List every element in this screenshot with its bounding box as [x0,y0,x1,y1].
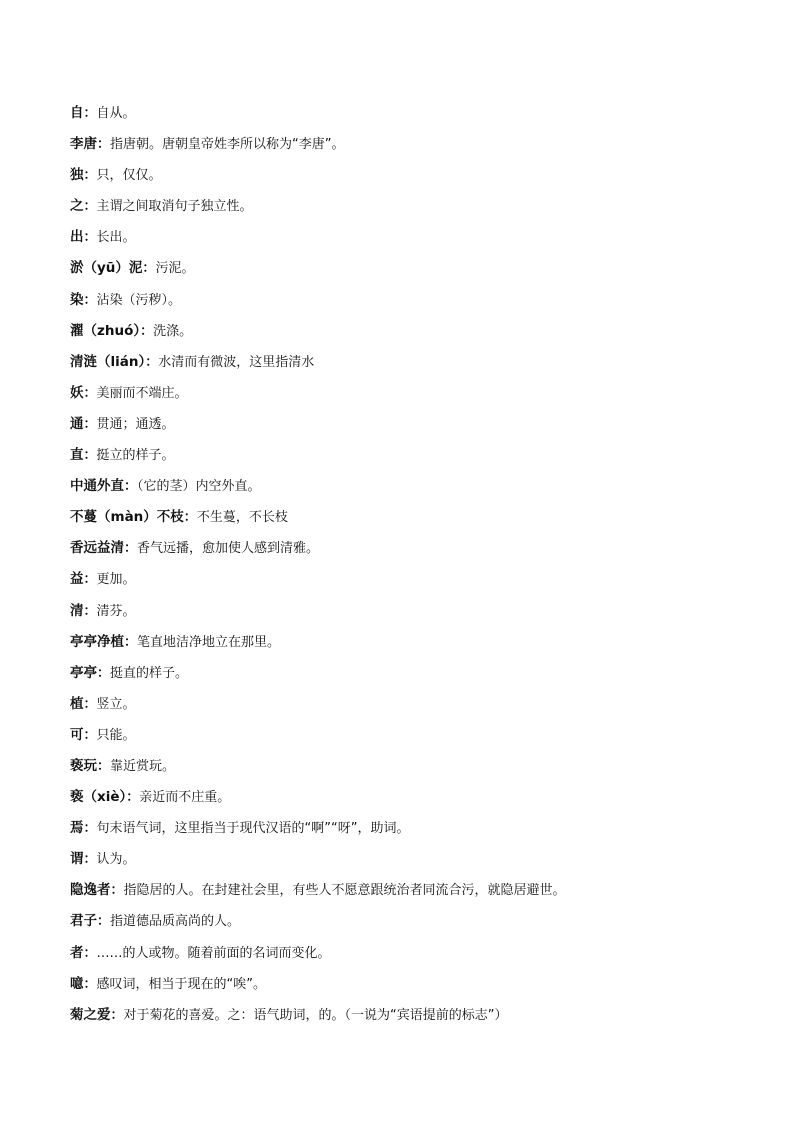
entry-term: 妖 [70,384,84,401]
entry-term: 君子 [70,913,97,930]
entry-term: 隐逸者 [70,882,111,899]
entry-definition: 对于菊花的喜爱。之：语气助词，的。（一说为“宾语提前的标志”） [123,1007,508,1023]
entry-term: 李唐 [70,136,97,153]
entry-separator: ： [83,821,97,837]
glossary-entry [70,505,750,536]
entry-term: 清 [70,602,84,619]
entry-separator: ： [83,292,97,308]
entry-term: 亵（xiè） [70,789,127,806]
glossary-entry [70,536,750,567]
glossary-entry [70,101,750,132]
entry-separator: ： [140,323,154,339]
entry-separator: ： [83,199,97,215]
entry-separator: ： [110,883,124,899]
entry-term: 淤（yū）泥 [70,260,143,277]
glossary-entry [70,163,750,194]
entry-definition: 感叹词，相当于现在的“唉”。 [96,976,266,992]
entry-term: 自 [70,105,84,121]
entry-term: 可 [70,726,84,743]
entry-term: 染 [70,291,84,308]
entry-term: 谓 [70,851,84,868]
entry-separator: ： [83,385,97,401]
entry-separator: ： [83,976,97,992]
entry-term: 独 [70,167,84,184]
entry-definition: 洗涤。 [153,323,193,339]
entry-separator: ： [97,137,111,153]
glossary-entry [70,692,750,723]
entry-definition: 只能。 [96,727,136,743]
entry-definition: 美丽而不端庄。 [96,385,188,401]
entry-separator: ： [83,168,97,184]
entry-definition: 只，仅仅。 [96,168,162,184]
glossary-entry [70,785,750,816]
entry-separator: ： [83,727,97,743]
glossary-entry [70,474,750,505]
entry-term: 清涟（lián） [70,353,146,370]
entry-term: 益 [70,571,84,588]
entry-definition: 沾染（污秽）。 [96,292,182,308]
entry-separator: ： [124,634,138,650]
glossary-entry [70,909,750,940]
entry-term: 噫 [70,975,84,992]
entry-term: 通 [70,415,84,432]
entry-separator: ： [142,261,156,277]
entry-definition: 指隐居的人。在封建社会里，有些人不愿意跟统治者同流合污，就隐居避世。 [123,883,566,899]
entry-definition: 污泥。 [155,261,195,277]
glossary-entry [70,567,750,598]
glossary-entry [70,350,750,381]
entry-separator: ： [110,1007,124,1023]
entry-definition: 不生蔓，不长枝 [196,510,288,526]
glossary-entry [70,319,750,350]
glossary-entry [70,630,750,661]
entry-separator: ： [145,354,159,370]
glossary-entry [70,847,750,878]
glossary-entry [70,972,750,1003]
entry-definition: 自从。 [96,106,136,121]
entry-term: 亵玩 [70,757,97,774]
entry-separator: ： [97,665,111,681]
entry-term: 濯（zhuó） [70,322,141,339]
entry-term: 焉 [70,820,84,837]
glossary-entry [70,412,750,443]
entry-term: 亭亭净植 [70,633,124,650]
glossary-entry [70,754,750,785]
glossary-entry [70,1003,750,1034]
entry-definition: 亲近而不庄重。 [139,790,231,806]
glossary-entry [70,443,750,474]
entry-definition: 竖立。 [96,696,136,712]
entry-definition: 长出。 [96,230,136,246]
entry-definition: ……的人或物。随着前面的名词而变化。 [96,945,331,961]
entry-term: 亭亭 [70,664,97,681]
entry-separator: ： [124,479,138,495]
entry-term: 之 [70,198,84,215]
glossary-entry [70,599,750,630]
entry-separator: ： [124,541,138,557]
entry-separator: ： [83,696,97,712]
entry-term: 植 [70,695,84,712]
glossary-entry [70,132,750,163]
entry-term: 菊之爱 [70,1006,111,1023]
glossary-entry [70,723,750,754]
entry-definition: 清芬。 [96,603,136,619]
glossary-entry [70,941,750,972]
entry-separator: ： [83,603,97,619]
entry-separator: ： [83,106,97,121]
entry-definition: 香气远播，愈加使人感到清雅。 [137,541,320,557]
glossary-entry [70,225,750,256]
entry-definition: 挺立的样子。 [96,448,175,464]
entry-term: 中通外直 [70,478,124,495]
glossary-list [70,101,750,1034]
entry-definition: 贯通；通透。 [96,416,175,432]
entry-definition: 靠近赏玩。 [110,758,176,774]
entry-separator: ： [83,230,97,246]
glossary-entry [70,878,750,909]
entry-definition: 指道德品质高尚的人。 [110,914,241,930]
entry-definition: 挺直的样子。 [110,665,189,681]
entry-separator: ： [126,790,140,806]
entry-separator: ： [83,448,97,464]
entry-separator: ： [83,852,97,868]
glossary-entry [70,381,750,412]
glossary-entry [70,288,750,319]
entry-separator: ： [97,914,111,930]
entry-term: 出 [70,229,84,246]
entry-definition: 指唐朝。唐朝皇帝姓李所以称为“李唐”。 [110,137,345,153]
entry-definition: 主谓之间取消句子独立性。 [96,199,253,215]
glossary-entry [70,256,750,287]
entry-separator: ： [97,758,111,774]
entry-term: 香远益清 [70,540,124,557]
entry-definition: 更加。 [96,572,136,588]
entry-separator: ： [83,416,97,432]
entry-separator: ： [183,510,197,526]
entry-separator: ： [83,572,97,588]
entry-definition: （它的茎）内空外直。 [137,479,261,495]
entry-separator: ： [83,945,97,961]
entry-definition: 认为。 [96,852,136,868]
entry-definition: 笔直地洁净地立在那里。 [137,634,281,650]
glossary-entry [70,194,750,225]
entry-definition: 句末语气词，这里指当于现代汉语的“啊”“呀”，助词。 [96,821,410,837]
entry-term: 直 [70,447,84,464]
glossary-entry [70,816,750,847]
entry-term: 不蔓（màn）不枝 [70,509,184,526]
entry-term: 者 [70,944,84,961]
glossary-entry [70,661,750,692]
entry-definition: 水清而有微波，这里指清水 [158,354,315,370]
